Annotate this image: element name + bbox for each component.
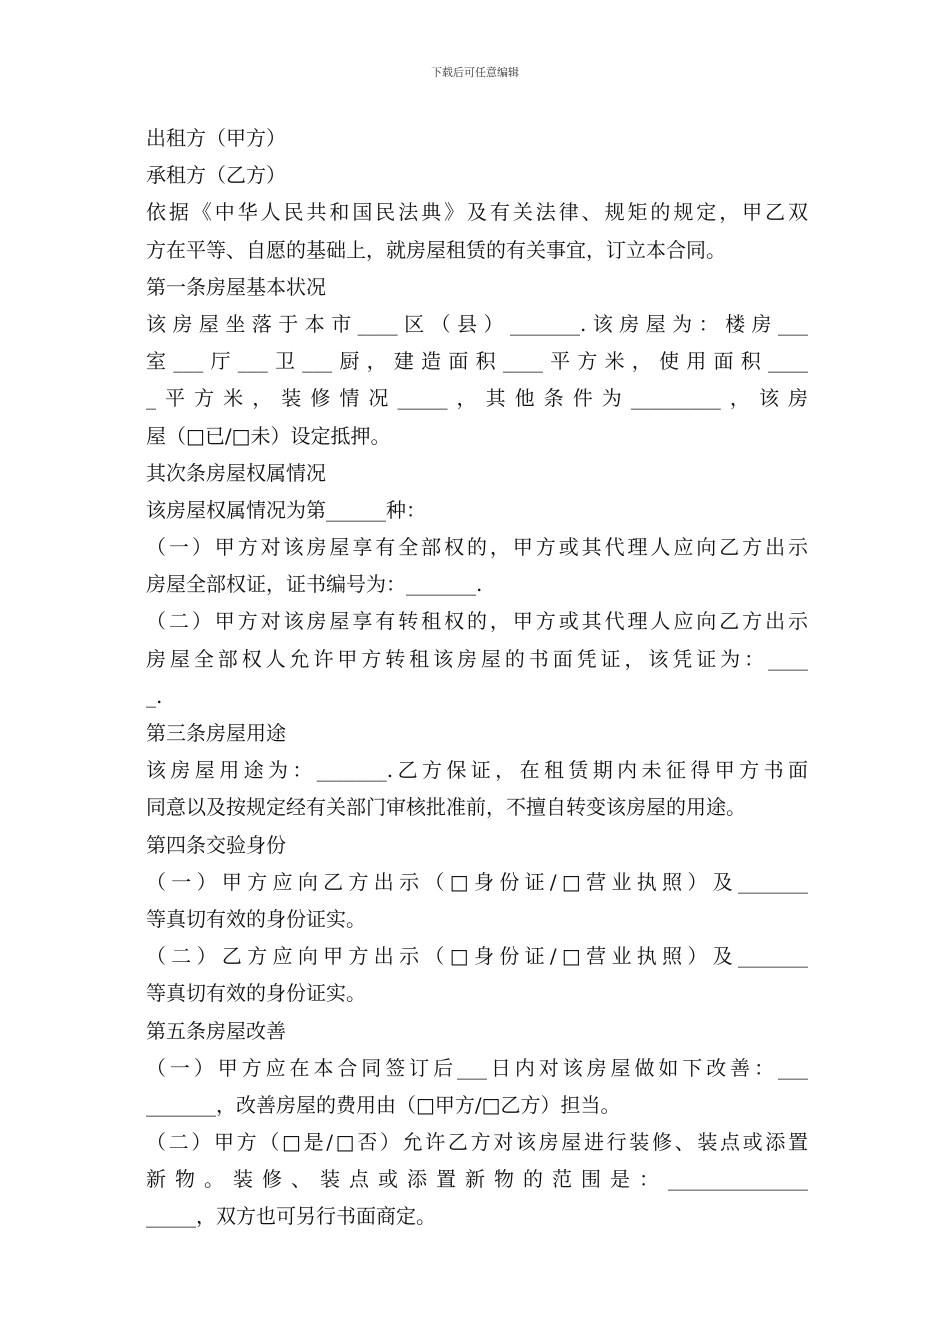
text-line: （二）乙方应向甲方出示（□身份证/□营业执照）及_______ [146,944,808,969]
text-line: 房屋全部权证，证书编号为：_______. [146,572,483,597]
text-line: （一）甲方应在本合同签订后___日内对该房屋做如下改善：___ [146,1055,808,1080]
text-line: 第三条房屋用途 [146,721,286,745]
text-line: 第五条房屋改善 [146,1018,286,1043]
text-line: 同意以及按规定经有关部门审核批准前，不擅自转变该房屋的用途。 [146,795,746,820]
text-line: （一）甲方对该房屋享有全部权的，甲方或其代理人应向乙方出示 [146,535,808,560]
text-line: 等真切有效的身份证实。 [146,981,366,1006]
contract-body [146,120,808,1236]
text-line: （二）甲方对该房屋享有转租权的，甲方或其代理人应向乙方出示 [146,609,808,634]
text-line: _____，双方也可另行书面商定。 [146,1204,436,1229]
text-line: _平方米，装修情况_____，其他条件为_________，该房 [146,386,808,411]
text-line: 其次条房屋权属情况 [146,460,326,485]
text-line: 该房屋用途为：_______.乙方保证，在租赁期内未征得甲方书面 [146,758,808,783]
text-line: （一）甲方应向乙方出示（□身份证/□营业执照）及_______ [146,869,808,894]
text-line: 室___厅___卫___厨，建造面积____平方米，使用面积____ [146,349,808,374]
text-line: 出租方（甲方） [146,126,286,150]
text-line: 新物。装修、装点或添置新物的范围是：______________ [146,1167,808,1192]
text-line: 屋（□已/□未）设定抵押。 [146,423,391,448]
text-line: 等真切有效的身份证实。 [146,906,366,931]
text-line: 依据《中华人民共和国民法典》及有关法律、规矩的规定，甲乙双 [146,200,808,225]
text-line: （二）甲方（□是/□否）允许乙方对该房屋进行装修、装点或添置 [146,1130,808,1155]
text-line: _______，改善房屋的费用由（□甲方/□乙方）担当。 [146,1092,621,1117]
page-header-note: 下载后可任意编辑 [431,66,519,79]
text-line: 第一条房屋基本状况 [146,274,326,299]
text-line: 承租方（乙方） [146,163,286,188]
text-line: 该房屋坐落于本市____区（县）_______.该房屋为：楼房___ [146,311,808,336]
text-line: 方在平等、自愿的基础上，就房屋租赁的有关事宜，订立本合同。 [146,237,726,262]
text-line: 第四条交验身份 [146,832,286,857]
text-line: 该房屋权属情况为第______种： [146,497,426,522]
text-line: _. [146,683,163,708]
text-line: 房屋全部权人允许甲方转租该房屋的书面凭证，该凭证为：____ [146,646,808,671]
